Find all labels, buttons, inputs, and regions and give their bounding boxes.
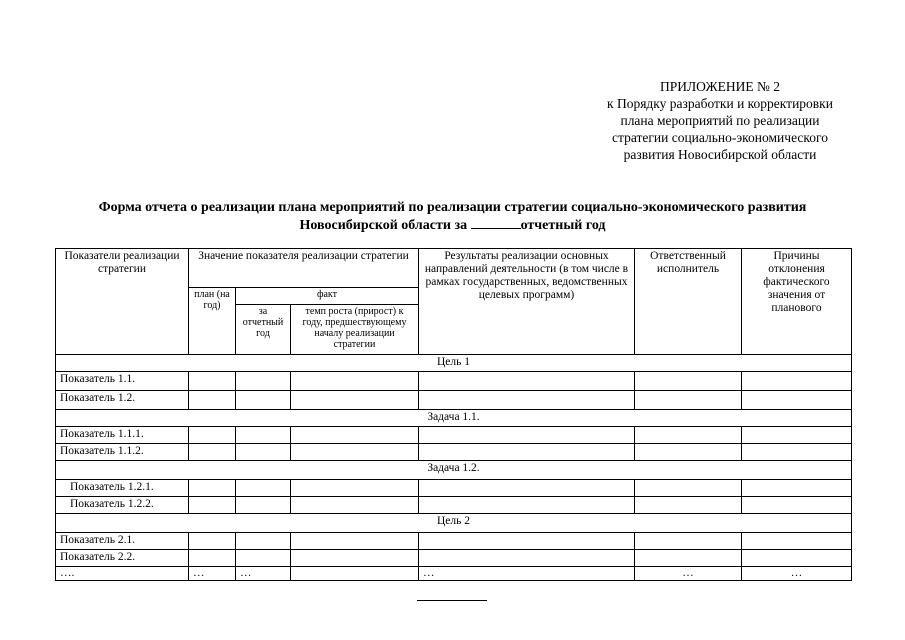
appendix-line: плана мероприятий по реализации bbox=[620, 113, 820, 128]
cell-results bbox=[419, 372, 635, 391]
appendix-header bbox=[560, 78, 880, 163]
header-fact: факт bbox=[236, 288, 419, 305]
appendix-line: ПРИЛОЖЕНИЕ № 2 bbox=[659, 79, 781, 94]
cell-responsible bbox=[635, 372, 742, 391]
cell-plan bbox=[189, 427, 236, 444]
title-line-2-start: Новосибирской области за bbox=[299, 218, 471, 233]
cell-plan bbox=[189, 497, 236, 514]
ellipsis-cell: … bbox=[236, 567, 291, 581]
header-growth: темп роста (прирост) к году, предшествующему началу реализации стратегии bbox=[291, 305, 419, 355]
cell-responsible bbox=[635, 480, 742, 497]
cell-plan bbox=[189, 391, 236, 410]
task-row bbox=[56, 461, 852, 480]
cell-results bbox=[419, 444, 635, 461]
cell-growth bbox=[291, 427, 419, 444]
blank-year-field bbox=[471, 216, 521, 229]
cell-results bbox=[419, 480, 635, 497]
indicator-name: Показатель 2.1. bbox=[56, 533, 189, 550]
document-title bbox=[40, 199, 865, 234]
indicator-name: Показатель 2.2. bbox=[56, 550, 189, 567]
cell-results bbox=[419, 533, 635, 550]
header-indicators: Показатели реализации стратегии bbox=[56, 249, 189, 355]
header-plan: план (на год) bbox=[189, 288, 236, 355]
cell-results bbox=[419, 497, 635, 514]
cell-fact bbox=[236, 372, 291, 391]
appendix-line: стратегии социально-экономического bbox=[612, 130, 828, 145]
header-value: Значение показателя реализации стратегии bbox=[189, 249, 419, 288]
cell-responsible bbox=[635, 444, 742, 461]
task-label: Задача 1.2. bbox=[56, 461, 852, 480]
empty-cell bbox=[291, 567, 419, 581]
cell-growth bbox=[291, 444, 419, 461]
goal-row bbox=[56, 514, 852, 533]
cell-fact bbox=[236, 533, 291, 550]
appendix-line: развития Новосибирской области bbox=[623, 147, 817, 162]
cell-responsible bbox=[635, 427, 742, 444]
cell-responsible bbox=[635, 550, 742, 567]
cell-reasons bbox=[742, 533, 852, 550]
cell-reasons bbox=[742, 480, 852, 497]
table-row bbox=[56, 497, 852, 514]
cell-plan bbox=[189, 550, 236, 567]
table-row bbox=[56, 372, 852, 391]
table-row bbox=[56, 444, 852, 461]
cell-responsible bbox=[635, 497, 742, 514]
header-row bbox=[56, 249, 852, 288]
appendix-line: к Порядку разработки и корректировки bbox=[607, 96, 833, 111]
header-responsible: Ответственный исполнитель bbox=[635, 249, 742, 355]
table-row bbox=[56, 550, 852, 567]
indicator-name: Показатель 1.1. bbox=[56, 372, 189, 391]
cell-reasons bbox=[742, 444, 852, 461]
table-row bbox=[56, 427, 852, 444]
report-table bbox=[55, 248, 852, 581]
indicator-name: Показатель 1.1.1. bbox=[56, 427, 189, 444]
indicator-name: Показатель 1.2.2. bbox=[56, 497, 189, 514]
title-line-2 bbox=[40, 216, 865, 234]
cell-plan bbox=[189, 480, 236, 497]
ellipsis-cell: …. bbox=[56, 567, 189, 581]
cell-growth bbox=[291, 550, 419, 567]
ellipsis-cell: … bbox=[189, 567, 236, 581]
cell-fact bbox=[236, 480, 291, 497]
cell-plan bbox=[189, 372, 236, 391]
indicator-name: Показатель 1.1.2. bbox=[56, 444, 189, 461]
title-line-1: Форма отчета о реализации плана мероприятий по реализации стратегии социально-экономического развития bbox=[98, 200, 807, 215]
cell-growth bbox=[291, 480, 419, 497]
cell-results bbox=[419, 427, 635, 444]
cell-results bbox=[419, 391, 635, 410]
indicator-name: Показатель 1.2.1. bbox=[56, 480, 189, 497]
cell-reasons bbox=[742, 497, 852, 514]
cell-growth bbox=[291, 497, 419, 514]
ellipsis-cell: … bbox=[419, 567, 635, 581]
cell-fact bbox=[236, 497, 291, 514]
cell-fact bbox=[236, 391, 291, 410]
cell-results bbox=[419, 550, 635, 567]
cell-reasons bbox=[742, 391, 852, 410]
cell-plan bbox=[189, 444, 236, 461]
table-row bbox=[56, 533, 852, 550]
cell-responsible bbox=[635, 533, 742, 550]
table-row bbox=[56, 480, 852, 497]
cell-growth bbox=[291, 533, 419, 550]
goal-label: Цель 1 bbox=[56, 355, 852, 372]
cell-growth bbox=[291, 391, 419, 410]
ellipsis-cell: … bbox=[742, 567, 852, 581]
task-label: Задача 1.1. bbox=[56, 410, 852, 427]
title-line-2-end: отчетный год bbox=[520, 218, 606, 233]
cell-fact bbox=[236, 550, 291, 567]
table-row bbox=[56, 391, 852, 410]
cell-growth bbox=[291, 372, 419, 391]
cell-plan bbox=[189, 533, 236, 550]
cell-reasons bbox=[742, 372, 852, 391]
footer-divider bbox=[417, 600, 487, 601]
indicator-name: Показатель 1.2. bbox=[56, 391, 189, 410]
cell-fact bbox=[236, 444, 291, 461]
task-row bbox=[56, 410, 852, 427]
goal-row bbox=[56, 355, 852, 372]
header-reasons: Причины отклонения фактического значения от планового bbox=[742, 249, 852, 355]
cell-reasons bbox=[742, 427, 852, 444]
ellipsis-cell: … bbox=[635, 567, 742, 581]
table-row-ellipsis bbox=[56, 567, 852, 581]
goal-label: Цель 2 bbox=[56, 514, 852, 533]
header-for-period: за отчетный год bbox=[236, 305, 291, 355]
cell-reasons bbox=[742, 550, 852, 567]
cell-fact bbox=[236, 427, 291, 444]
header-results: Результаты реализации основных направлений деятельности (в том числе в рамках государственных, ведомственных целевых программ) bbox=[419, 249, 635, 355]
cell-responsible bbox=[635, 391, 742, 410]
